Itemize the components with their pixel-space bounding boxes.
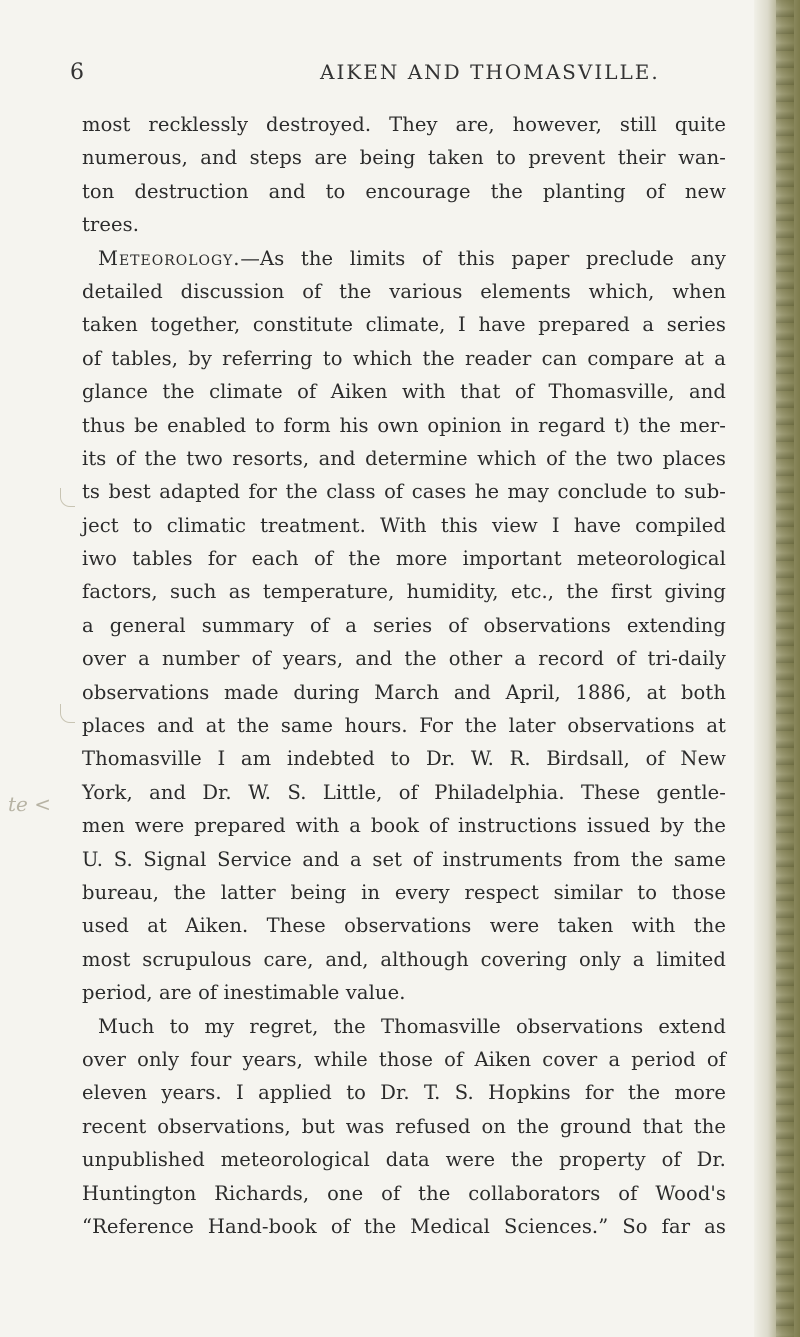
text-line: “Reference Hand-book of the Medical Sciences.” So far as bbox=[82, 1214, 726, 1238]
text-line: eleven years. I applied to Dr. T. S. Hopkins for the more bbox=[82, 1081, 726, 1105]
text-line: Thomasville I am indebted to Dr. W. R. Birdsall, of New bbox=[82, 747, 726, 771]
running-head bbox=[70, 60, 730, 96]
text-line: places and at the same hours. For the later observations at bbox=[82, 714, 726, 738]
text-line: taken together, constitute climate, I have prepared a series bbox=[82, 313, 726, 337]
pencil-marginal-note: te < bbox=[8, 792, 51, 816]
pencil-margin-stroke bbox=[60, 704, 75, 723]
text-line: ts best adapted for the class of cases he may conclude to sub- bbox=[82, 480, 726, 504]
text-line: York, and Dr. W. S. Little, of Philadelphia. These gentle- bbox=[82, 780, 726, 804]
text-line: numerous, and steps are being taken to prevent their wan- bbox=[82, 146, 726, 170]
text-line: trees. bbox=[82, 213, 140, 237]
text-line: Much to my regret, the Thomasville observations extend bbox=[98, 1014, 726, 1038]
text-line: Huntington Richards, one of the collaborators of Wood's bbox=[82, 1181, 726, 1205]
text-line: —As the limits of this paper preclude any bbox=[240, 246, 726, 270]
text-line: over only four years, while those of Aiken cover a period of bbox=[82, 1047, 726, 1071]
text-line: over a number of years, and the other a record of tri-daily bbox=[82, 647, 726, 671]
page-edge-texture bbox=[776, 0, 794, 1337]
text-line: its of the two resorts, and determine which of the two places bbox=[82, 446, 726, 470]
text-line: men were prepared with a book of instructions issued by the bbox=[82, 814, 726, 838]
text-line: unpublished meteorological data were the property of Dr. bbox=[82, 1148, 726, 1172]
body-text bbox=[82, 108, 726, 1243]
text-line: most recklessly destroyed. They are, however, still quite bbox=[82, 113, 726, 136]
text-line: a general summary of a series of observations extending bbox=[82, 613, 726, 637]
text-line: recent observations, but was refused on the ground that the bbox=[82, 1114, 726, 1138]
text-line: iwo tables for each of the more important meteorological bbox=[82, 547, 726, 571]
text-line: used at Aiken. These observations were taken with the bbox=[82, 914, 726, 938]
section-heading: Meteorology. bbox=[98, 246, 241, 270]
text-line: most scrupulous care, and, although covering only a limited bbox=[82, 947, 726, 971]
page-number: 6 bbox=[70, 60, 85, 85]
text-line: of tables, by referring to which the reader can compare at a bbox=[82, 346, 726, 370]
running-title: AIKEN AND THOMASVILLE. bbox=[320, 60, 660, 84]
text-line: glance the climate of Aiken with that of Thomasville, and bbox=[82, 380, 726, 404]
text-line: period, are of inestimable value. bbox=[82, 981, 406, 1005]
text-line: observations made during March and April, 1886, at both bbox=[82, 680, 726, 704]
text-line: thus be enabled to form his own opinion in regard t) the mer- bbox=[82, 413, 726, 437]
text-line: ton destruction and to encourage the planting of new bbox=[82, 179, 726, 203]
text-line: ject to climatic treatment. With this view I have compiled bbox=[82, 513, 726, 537]
text-line: factors, such as temperature, humidity, etc., the first giving bbox=[82, 580, 726, 604]
text-line: U. S. Signal Service and a set of instruments from the same bbox=[82, 847, 726, 871]
pencil-margin-stroke bbox=[60, 488, 75, 507]
text-line: detailed discussion of the various elements which, when bbox=[82, 279, 726, 303]
text-line: bureau, the latter being in every respect similar to those bbox=[82, 880, 726, 904]
section-line bbox=[82, 242, 726, 275]
